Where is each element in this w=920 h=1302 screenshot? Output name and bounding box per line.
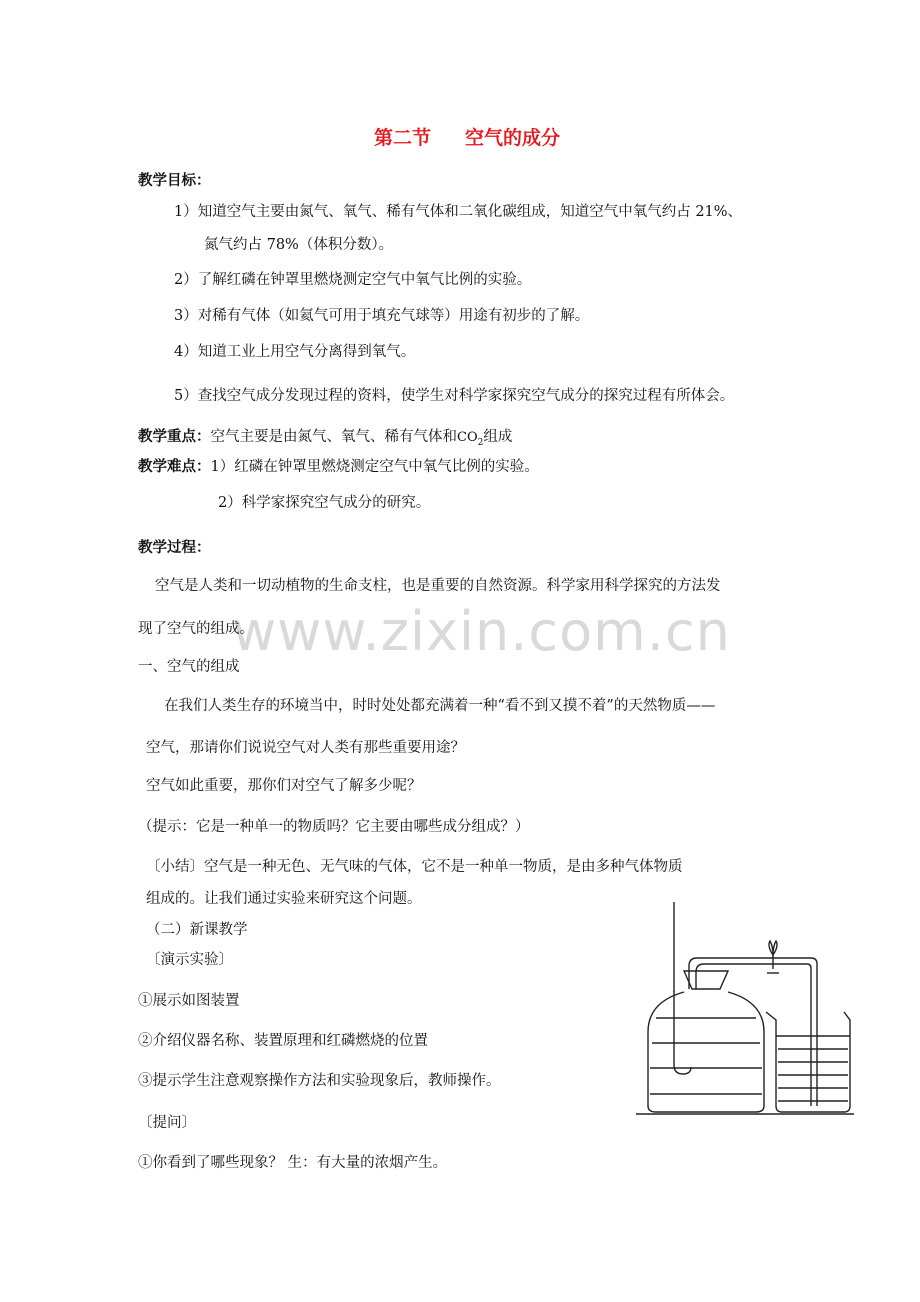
- key-points-label: 教学重点：: [138, 428, 211, 445]
- difficulties-label: 教学难点：: [138, 458, 211, 475]
- new-lesson-heading: （二）新课教学: [146, 922, 248, 938]
- difficulty-item-1: 1）红磷在钟罩里燃烧测定空气中氧气比例的实验。: [210, 459, 539, 475]
- intro-line-1: 空气是人类和一切动植物的生命支柱，也是重要的自然资源。科学家用科学探究的方法发: [155, 578, 721, 594]
- key-points-text: 空气主要是由氮气、氧气、稀有气体和: [210, 429, 457, 445]
- objective-item-2: 2）了解红磷在钟罩里燃烧测定空气中氧气比例的实验。: [174, 272, 532, 288]
- objective-item-1: 1）知道空气主要由氮气、氧气、稀有气体和二氧化碳组成，知道空气中氧气约占 21%、: [174, 204, 743, 220]
- co2-formula: CO: [457, 430, 478, 445]
- summary-line-2: 组成的。让我们通过实验来研究这个问题。: [146, 891, 422, 907]
- objective-item-3: 3）对稀有气体（如氦气可用于填充气球等）用途有初步的了解。: [174, 308, 590, 324]
- section-heading-1: 一、空气的组成: [138, 659, 240, 675]
- difficulty-item-2: 2）科学家探究空气成分的研究。: [218, 495, 431, 511]
- demo-label: 〔演示实验〕: [146, 952, 233, 968]
- watermark: www.zixin.com.cn: [232, 600, 731, 663]
- question-1: ①你看到了哪些现象？ 生：有大量的浓烟产生。: [138, 1155, 448, 1171]
- objective-item-5: 5）查找空气成分发现过程的资料，使学生对科学家探究空气成分的探究过程有所体会。: [174, 388, 735, 404]
- objective-item-4: 4）知道工业上用空气分离得到氧气。: [174, 344, 416, 360]
- title-topic: 空气的成分: [465, 127, 561, 149]
- step-2: ②介绍仪器名称、装置原理和红磷燃烧的位置: [138, 1033, 428, 1049]
- objective-item-1-cont: 氮气约占 78%（体积分数）。: [204, 237, 394, 253]
- question-label: 〔提问〕: [138, 1115, 196, 1131]
- page-title: [374, 126, 560, 150]
- summary-line-1: 〔小结〕空气是一种无色、无气味的气体，它不是一种单一物质，是由多种气体物质: [146, 859, 683, 875]
- step-1: ①展示如图装置: [138, 993, 240, 1009]
- step-3: ③提示学生注意观察操作方法和实验现象后，教师操作。: [138, 1073, 501, 1089]
- title-section: 第二节: [374, 127, 432, 149]
- key-points: [138, 428, 512, 452]
- co2-subscript: 2: [477, 437, 484, 448]
- experiment-apparatus-diagram: [634, 902, 856, 1116]
- intro-line-2: 现了空气的组成。: [138, 621, 254, 637]
- process-heading: 教学过程：: [138, 539, 211, 556]
- paragraph-1-line-2: 空气，那请你们说说空气对人类有那些重要用途？: [146, 740, 465, 756]
- paragraph-1-line-1: 在我们人类生存的环境当中，时时处处都充满着一种“看不到又摸不着”的天然物质——: [164, 698, 716, 714]
- hint: （提示：它是一种单一的物质吗？它主要由哪些成分组成？）: [138, 819, 530, 835]
- difficulties: [138, 458, 539, 476]
- objectives-heading: 教学目标：: [138, 172, 211, 189]
- key-points-text-end: 组成: [483, 429, 513, 445]
- paragraph-2: 空气如此重要，那你们对空气了解多少呢？: [146, 778, 422, 794]
